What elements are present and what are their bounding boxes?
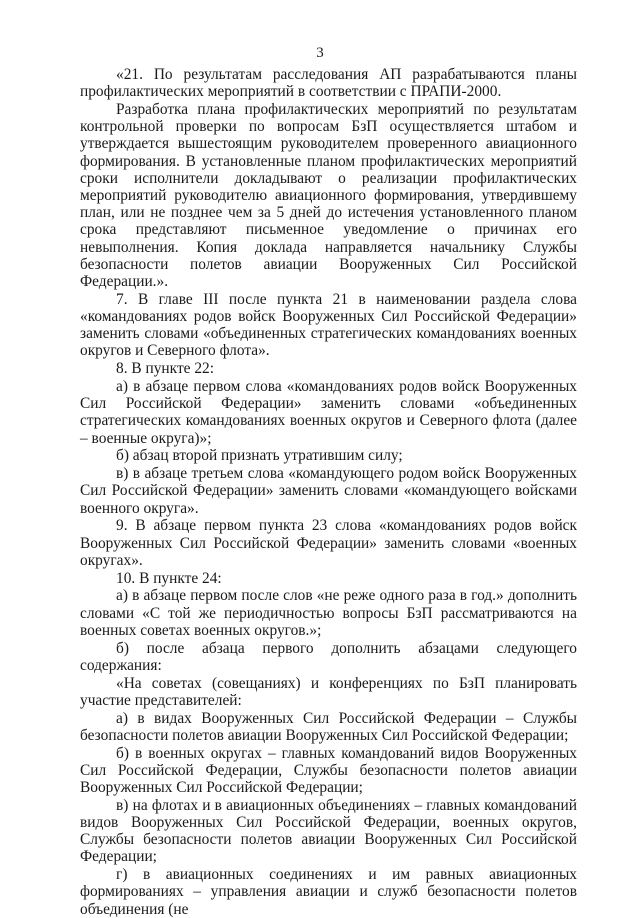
paragraph-item-7: 7. В главе III после пункта 21 в наименовании раздела слова «командованиях родов войск Вооруженных Сил Российской Федерации» заменить словами «объединенных стратегических командованиях военных округов и Северного флота». xyxy=(80,290,577,360)
paragraph-item-10b: б) после абзаца первого дополнить абзацами следующего содержания: xyxy=(80,639,577,674)
paragraph-item-8a: а) в абзаце первом слова «командованиях родов войск Вооруженных Сил Российской Федерации» заменить словами «объединенных стратегических командованиях военных округов и Северного флота (далее – военные округа)»; xyxy=(80,378,577,447)
document-body xyxy=(80,66,577,918)
page-number: 3 xyxy=(316,45,324,61)
paragraph-councils-a: а) в видах Вооруженных Сил Российской Федерации – Службы безопасности полетов авиации Вооруженных Сил Российской Федерации; xyxy=(80,709,577,744)
paragraph-item-8: 8. В пункте 22: xyxy=(116,360,215,378)
paragraph-item-8b: б) абзац второй признать утратившим силу; xyxy=(116,447,403,465)
paragraph-councils: «На советах (совещаниях) и конференциях по БзП планировать участие представителей: xyxy=(80,674,577,709)
paragraph-councils-b: б) в военных округах – главных командований видов Вооруженных Сил Российской Федерации, Службы безопасности полетов авиации Вооруженных Сил Российской Федерации; xyxy=(80,744,577,797)
paragraph-item-10: 10. В пункте 24: xyxy=(116,569,222,587)
paragraph-plan-development: Разработка плана профилактических мероприятий по результатам контрольной проверки по вопросам БзП осуществляется штабом и утверждается вышестоящим руководителем проверенного авиационного формирования. В установленные планом профилактических мероприятий сроки исполнители докладывают о реализации профилактических мероприятий руководителю авиационного формирования, утвердившему план, или не позднее чем за 5 дней до истечения установленного планом срока представляют письменное уведомление о причинах его невыполнения. Копия доклада направляется начальнику Службы безопасности полетов авиации Вооруженных Сил Российской Федерации.». xyxy=(80,101,577,291)
paragraph-item-10a: а) в абзаце первом после слов «не реже одного раза в год.» дополнить словами «С той же периодичностью вопросы БзП рассматриваются на военных советах военных округов.»; xyxy=(80,587,577,639)
paragraph-councils-g: г) в авиационных соединениях и им равных авиационных формированиях – управления авиации и служб безопасности полетов объединения (не xyxy=(80,866,577,918)
paragraph-21-intro: «21. По результатам расследования АП разрабатываются планы профилактических мероприятий в соответствии с ПРАПИ-2000. xyxy=(80,66,577,101)
paragraph-item-8v: в) в абзаце третьем слова «командующего родом войск Вооруженных Сил Российской Федерации» заменить словами «командующего войсками военного округа». xyxy=(80,465,577,517)
paragraph-item-9: 9. В абзаце первом пункта 23 слова «командованиях родов войск Вооруженных Сил Российской Федерации» заменить словами «военных округах». xyxy=(80,517,577,569)
paragraph-councils-v: в) на флотах и в авиационных объединениях – главных командований видов Вооруженных Сил Российской Федерации, военных округов, Службы безопасности полетов авиации Вооруженных Сил Российской Федерации; xyxy=(80,796,577,866)
